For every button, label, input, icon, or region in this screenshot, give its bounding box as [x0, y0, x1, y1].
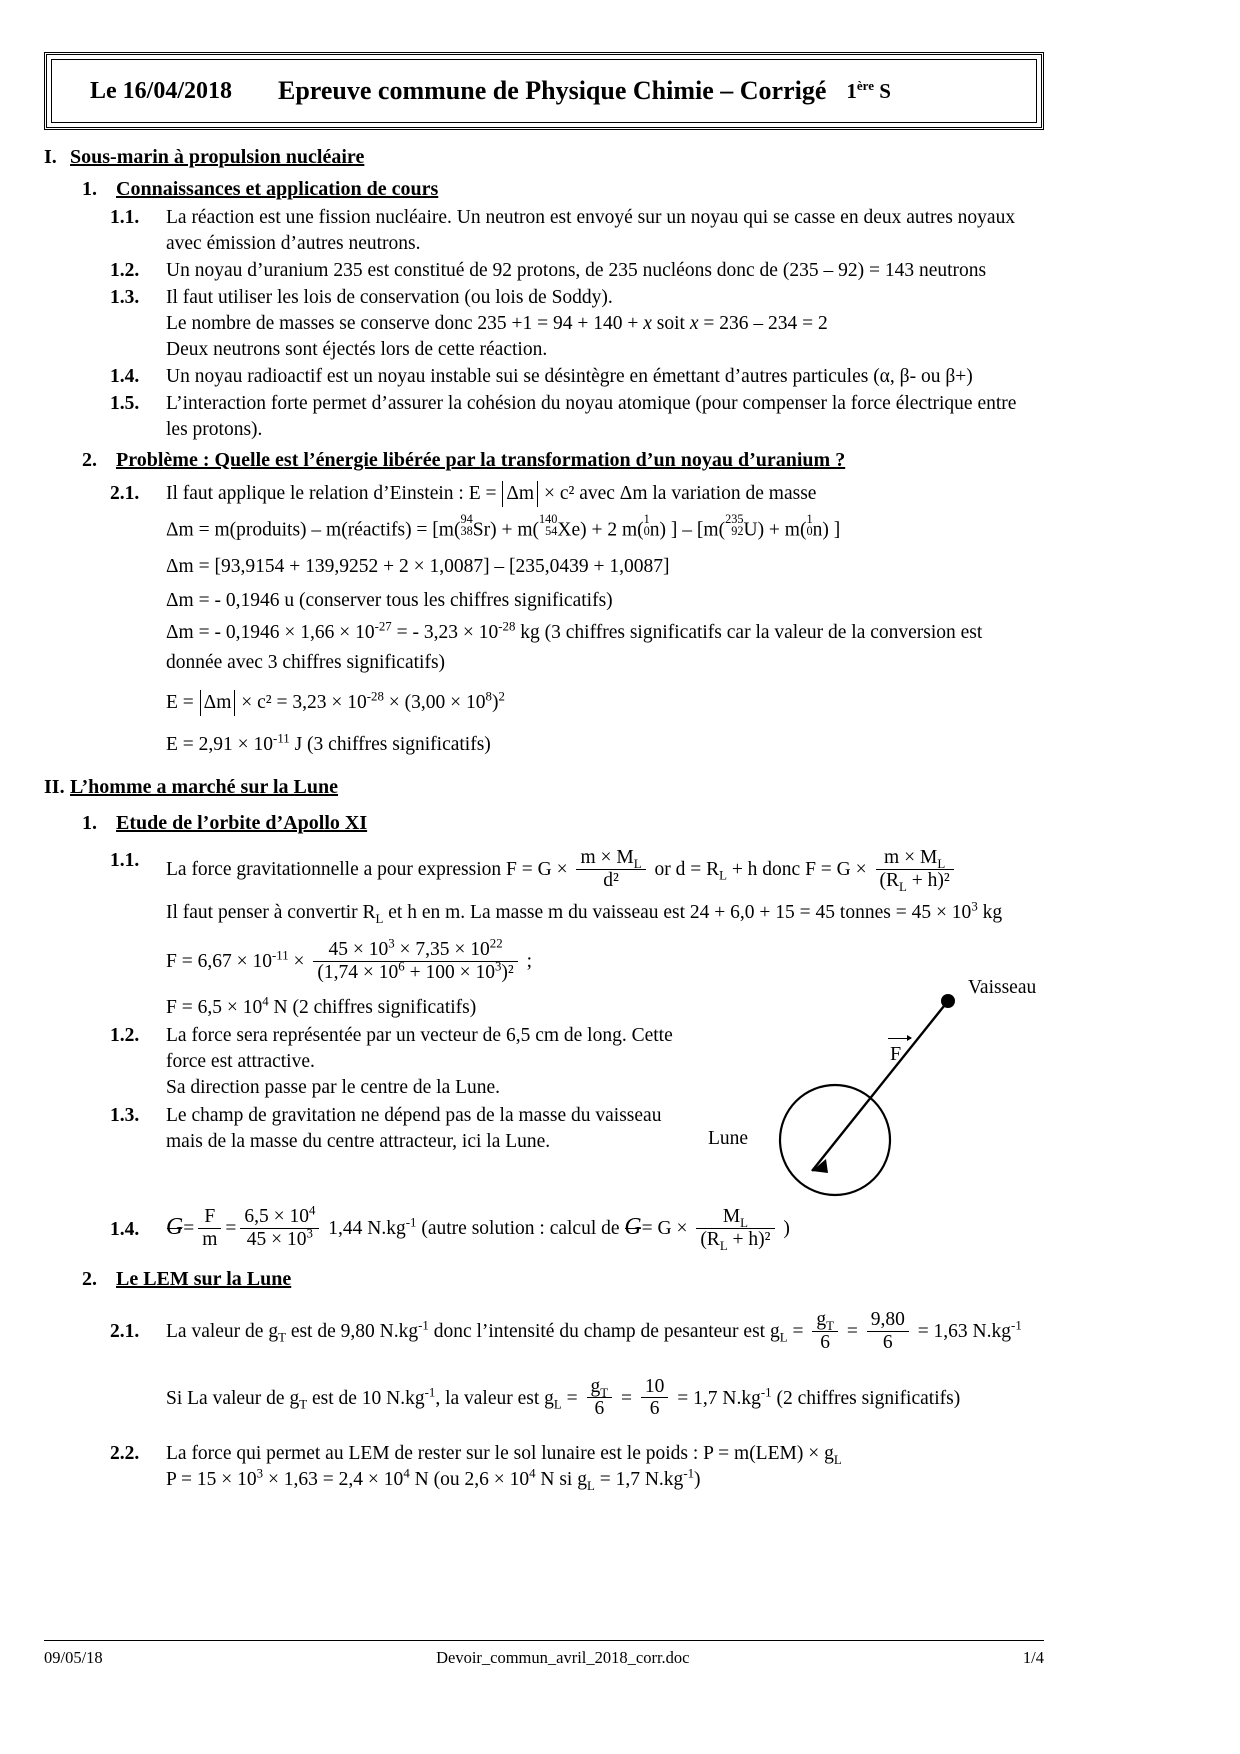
gt2-b-exp: -1 — [424, 1384, 436, 1399]
fracG-top-a: 6,5 × 10 — [244, 1206, 309, 1228]
eq-E-final-a: E = 2,91 × 10 — [166, 733, 274, 755]
fraction-grav-numeric — [313, 936, 517, 984]
exam-date: Le 16/04/2018 — [90, 77, 232, 104]
field-g-symbol-2: G — [624, 1207, 641, 1247]
g-eq-c: 1,44 N.kg — [323, 1218, 406, 1240]
frac980-top: 9,80 — [870, 1309, 905, 1330]
lem2-f: ) — [694, 1469, 701, 1491]
section-1-title: Sous-marin à propulsion nucléaire — [70, 146, 365, 168]
item-1-3-line-2a: Le nombre de masses se conserve donc 235 +1 = 94 + 140 + — [166, 313, 644, 334]
convert-c: kg — [977, 902, 1003, 924]
fracML-bot-b: + h)² — [727, 1229, 771, 1251]
class-number: 1 — [846, 78, 857, 103]
item-2-1-body — [166, 481, 1056, 507]
lem2-exp1: 3 — [256, 1466, 264, 1481]
frac3-bot-a: (1,74 × 10 — [317, 962, 399, 984]
convert-a: Il faut penser à convertir R — [166, 902, 376, 924]
item-1-2-number: 1.2. — [110, 260, 140, 281]
frac2-bot-b: + h)² — [906, 869, 950, 891]
frac3-bot-c: )² — [501, 962, 514, 984]
eq-E-final-b: J (3 chiffres significatifs) — [289, 733, 491, 755]
item-1-2-body: Un noyau d’uranium 235 est constitué de 92 protons, de 235 nucléons donc de (235 – 92) = 143 neutrons — [166, 260, 987, 281]
grav-result-a: F = 6,5 × 10 — [166, 997, 263, 1019]
fracgT-bot: 6 — [812, 1331, 838, 1354]
isotope-sr-z: 38 — [460, 524, 473, 539]
frac1-top-text: m × M — [580, 846, 634, 868]
frac980-bot: 6 — [867, 1331, 909, 1354]
grav-c: + h donc F = G × — [726, 858, 872, 880]
item-1-1 — [44, 205, 1056, 257]
isotope-n1-symbol: n) ] – [m( — [649, 519, 726, 541]
frac2-bot-sub: L — [899, 879, 907, 894]
item-1-3-line-2b: soit — [651, 313, 690, 334]
grav-result-exp: 4 — [262, 994, 269, 1009]
item-ii-1-2-line-1: La force sera représentée par un vecteur de 6,5 cm de long. Cette — [166, 1025, 673, 1047]
convert-b: et h en m. La masse m du vaisseau est 24 + 6,0 + 15 = 45 tonnes = 45 × 10 — [383, 902, 972, 924]
eq-kg-exp1: -27 — [374, 619, 392, 634]
frac10-top: 10 — [644, 1375, 665, 1397]
isotope-n1 — [644, 513, 650, 538]
item-1-1-line-2: avec émission d’autres neutrons. — [166, 233, 421, 254]
isotope-xe-z: 54 — [545, 524, 558, 539]
header-inner — [51, 59, 1037, 123]
item-ii-1-4-number: 1.4. — [110, 1218, 140, 1240]
equation-delta-m-numeric: Δm = [93,9154 + 139,9252 + 2 × 1,0087] – [235,0439 + 1,0087] — [166, 555, 670, 577]
gt-a: La valeur de g — [166, 1320, 279, 1342]
fracgT-top — [812, 1309, 838, 1331]
fraction-g-numeric — [240, 1203, 319, 1251]
item-ii-1-2-line-2: force est attractive. — [166, 1051, 315, 1073]
lem2-e: = 1,7 N.kg — [594, 1469, 684, 1491]
isotope-n2-symbol: n) ] — [812, 519, 841, 541]
lem-a-sub: L — [833, 1453, 842, 1468]
item-ii-1-1-body — [166, 848, 1056, 893]
fracF-bot: m — [198, 1228, 221, 1251]
fracML-top — [696, 1206, 774, 1231]
section-1-sub-1-title: Connaissances et application de cours — [116, 178, 439, 200]
item-ii-1-1 — [44, 848, 1056, 893]
g-eq-c-exp: -1 — [405, 1215, 417, 1230]
section-2-sub-2-title: Le LEM sur la Lune — [116, 1268, 292, 1290]
fracML-bot-sub: L — [719, 1239, 728, 1254]
item-1-3-number: 1.3. — [110, 287, 140, 308]
item-1-1-body — [166, 205, 1056, 257]
item-1-3-line-2 — [166, 313, 828, 334]
isotope-u — [725, 513, 743, 538]
section-2-sub-1-title: Etude de l’orbite d’Apollo XI — [116, 811, 368, 834]
item-ii-2-2-body — [166, 1441, 1056, 1493]
isotope-u-mass: 235 — [725, 511, 744, 526]
page-footer — [44, 1648, 1044, 1668]
fracML-top-a: M — [722, 1206, 741, 1228]
fracML-bot-a: (R — [700, 1229, 720, 1251]
item-2-1 — [44, 481, 1056, 507]
frac10-bot: 6 — [641, 1397, 669, 1420]
section-1-sub-2-number: 2. — [82, 449, 97, 471]
isotope-u-z: 92 — [731, 524, 744, 539]
gt2-f-exp: -1 — [760, 1384, 772, 1399]
section-2-sub-1-heading — [44, 808, 1056, 838]
gt-f-exp: -1 — [1011, 1318, 1022, 1333]
fracgT2-bot: 6 — [587, 1397, 613, 1420]
gt2-g: (2 chiffres significatifs) — [771, 1387, 961, 1409]
isotope-xe-mass: 140 — [538, 511, 558, 526]
eq-kg-exp2: -28 — [498, 619, 516, 634]
isotope-n1-mass: 1 — [643, 511, 650, 526]
gt-a-sub: T — [278, 1330, 286, 1345]
frac2-top-text: m × M — [884, 846, 938, 868]
gt2-a: Si La valeur de g — [166, 1387, 300, 1409]
item-ii-2-2 — [44, 1441, 1056, 1493]
section-2-heading — [44, 772, 1056, 802]
footer-page-number: 1/4 — [1022, 1648, 1044, 1667]
lem2-b: × 1,63 = 2,4 × 10 — [263, 1469, 404, 1491]
convert-exp: 3 — [971, 899, 978, 914]
item-ii-1-2-line-3: Sa direction passe par le centre de la Lune. — [166, 1077, 501, 1099]
fracgT2-top-a: g — [590, 1375, 601, 1397]
item-1-3-line-2c: = 236 – 234 = 2 — [698, 313, 828, 334]
isotope-sr-symbol: Sr) + m( — [472, 519, 539, 541]
eq-dm-head: Δm = m(produits) – m(réactifs) = [m( — [166, 519, 461, 541]
item-ii-2-1-number: 2.1. — [110, 1321, 140, 1343]
item-1-4 — [44, 364, 1056, 390]
frac1-top-sub: L — [633, 856, 642, 871]
spacecraft-dot — [941, 994, 955, 1008]
exam-title: Epreuve commune de Physique Chimie – Corrigé — [278, 76, 827, 105]
eq-E-exp3: 2 — [498, 689, 505, 704]
field-g-symbol: G — [166, 1207, 183, 1247]
frac3-bot-exp2: 3 — [494, 959, 502, 974]
isotope-xe — [539, 513, 557, 538]
moon-circle — [780, 1085, 890, 1195]
footer-divider — [44, 1640, 1044, 1641]
equation-delta-m-kg — [44, 618, 1056, 678]
g-eq-e: = G × — [641, 1218, 693, 1240]
eq-kg-a: Δm = - 0,1946 × 1,66 × 10 — [166, 621, 375, 643]
lem2-exp2: 4 — [403, 1466, 410, 1481]
equation-delta-m-u: Δm = - 0,1946 u (conserver tous les chiffres significatifs) — [166, 589, 613, 611]
item-1-2 — [44, 258, 1056, 284]
lem2-a: P = 15 × 10 — [166, 1469, 257, 1491]
gt-b-exp: -1 — [418, 1318, 429, 1333]
item-ii-1-1-number: 1.1. — [110, 849, 140, 871]
item-ii-1-2-number: 1.2. — [110, 1025, 140, 1047]
fraction-980-6 — [867, 1309, 909, 1354]
item-1-3-var-x1: x — [643, 313, 652, 334]
section-1-sub-1-heading — [44, 174, 1056, 204]
g-eq-d: (autre solution : calcul de — [416, 1218, 625, 1240]
isotope-u-symbol: U) + m( — [743, 519, 807, 541]
item-1-3-body — [166, 285, 1056, 363]
fracgT-top-a: g — [816, 1309, 827, 1330]
frac3-top-exp2: 22 — [489, 936, 503, 951]
section-2-sub-2-heading — [44, 1264, 1056, 1294]
gt2-a-sub: T — [299, 1397, 308, 1412]
eq-E-c: × (3,00 × 10 — [383, 691, 486, 713]
fracF-top: F — [204, 1206, 216, 1228]
gt2-c: , la valeur est g — [435, 1387, 554, 1409]
item-1-5-line-2: les protons). — [166, 419, 263, 440]
einstein-intro-b: × c² avec Δm la variation de masse — [539, 483, 817, 504]
gt-c-sub: L — [779, 1330, 788, 1345]
convert-sub: L — [375, 912, 384, 927]
grav-result-b: N (2 chiffres significatifs) — [268, 997, 477, 1019]
exam-class — [846, 79, 891, 104]
frac2-bot-a: (R — [879, 869, 900, 891]
force-vector-symbol: F — [890, 1043, 902, 1065]
item-1-3-line-3: Deux neutrons sont éjectés lors de cette réaction. — [166, 339, 548, 360]
grav-b-sub: L — [719, 868, 727, 883]
fracG-top — [240, 1203, 319, 1228]
fraction-gT-6-alt — [587, 1376, 613, 1421]
fracgT2-top-sub: T — [600, 1385, 609, 1400]
section-2-sub-2-number: 2. — [82, 1268, 97, 1290]
gt-d: = — [787, 1320, 809, 1342]
grav-b: or d = R — [649, 858, 720, 880]
lem2-c: N (ou 2,6 × 10 — [409, 1469, 530, 1491]
label-lune: Lune — [708, 1128, 749, 1149]
gt-e: = — [841, 1320, 863, 1342]
class-ordinal: ère — [856, 77, 874, 93]
isotope-xe-symbol: Xe) + 2 m( — [557, 519, 644, 541]
grav-convert-line — [44, 900, 1056, 926]
g-eq-f: ) — [778, 1218, 790, 1240]
item-1-5-body — [166, 391, 1056, 443]
fraction-ML-RLh2 — [696, 1206, 774, 1254]
grav-eq-b: × — [288, 951, 310, 973]
gt2-f: = 1,7 N.kg — [672, 1387, 761, 1409]
abs-delta-m: Δm — [502, 481, 538, 507]
item-1-5-line-1: L’interaction forte permet d’assurer la cohésion du noyau atomique (pour compenser la force électrique entre — [166, 393, 1017, 414]
gt-f: = 1,63 N.kg — [912, 1320, 1012, 1342]
isotope-sr-mass: 94 — [460, 511, 473, 526]
footer-date: 09/05/18 — [44, 1648, 103, 1667]
fraction3-denominator — [313, 961, 517, 984]
fraction-F-m — [198, 1206, 221, 1251]
gt-b: est de 9,80 N.kg — [285, 1320, 419, 1342]
fracG-bot — [240, 1228, 319, 1251]
fraction-denominator: d² — [576, 869, 645, 892]
item-1-5 — [44, 391, 1056, 443]
fracG-bot-exp: 3 — [306, 1226, 313, 1241]
gt2-b: est de 10 N.kg — [307, 1387, 425, 1409]
item-1-1-number: 1.1. — [110, 207, 140, 228]
item-1-4-number: 1.4. — [110, 366, 140, 387]
einstein-intro-a: Il faut applique le relation d’Einstein : E = — [166, 483, 502, 504]
section-1-sub-1-number: 1. — [82, 178, 97, 200]
fraction-m-ML-d2 — [576, 847, 645, 892]
g-eq-b: = — [225, 1218, 237, 1240]
frac3-bot-b: + 100 × 10 — [404, 962, 495, 984]
item-ii-2-1-body — [166, 1310, 1056, 1355]
eq-E-exp2: 8 — [485, 689, 492, 704]
isotope-sr — [460, 513, 472, 538]
document-body — [44, 140, 1056, 1493]
eq-E-a: E = — [166, 691, 199, 713]
fraction-numerator — [576, 847, 645, 869]
item-ii-1-3-number: 1.3. — [110, 1105, 140, 1127]
eq-kg-c: kg (3 chiffres significatifs car la valeur de la conversion est — [515, 621, 983, 643]
item-ii-2-1 — [44, 1310, 1056, 1355]
item-1-3-var-x2: x — [689, 313, 699, 334]
fraction2-denominator — [876, 869, 954, 892]
section-1-heading — [44, 142, 1056, 172]
frac3-bot-exp1: 6 — [398, 959, 405, 974]
fraction-10-6 — [641, 1376, 669, 1421]
fraction2-numerator — [876, 847, 954, 869]
section-2-title: L’homme a marché sur la Lune — [70, 775, 338, 798]
gt-alternate-line — [44, 1377, 1056, 1422]
lem-a: La force qui permet au LEM de rester sur le sol lunaire est le poids : P = m(LEM) × g — [166, 1443, 834, 1465]
equation-energy-final — [44, 728, 1056, 762]
frac3-top-a: 45 × 10 — [328, 939, 389, 961]
fraction3-numerator — [313, 936, 517, 961]
grav-eq-a: F = 6,67 × 10 — [166, 951, 272, 973]
class-letter: S — [873, 78, 891, 103]
isotope-n1-z: 0 — [643, 524, 650, 539]
eq-E-final-exp: -11 — [273, 731, 290, 746]
frac3-top-b: × 7,35 × 10 — [394, 939, 490, 961]
g-eq-a: = — [183, 1218, 195, 1240]
isotope-n2 — [806, 513, 812, 538]
item-ii-1-3-line-1: Le champ de gravitation ne dépend pas de la masse du vaisseau — [166, 1105, 662, 1127]
lem2-exp3: 4 — [529, 1466, 536, 1481]
section-1-roman: I. — [44, 146, 57, 168]
gt-c: donc l’intensité du champ de pesanteur est g — [428, 1320, 780, 1342]
gt2-c-sub: L — [553, 1397, 562, 1412]
header-banner — [44, 52, 1044, 130]
equation-energy — [44, 686, 1056, 720]
fracML-bot — [696, 1228, 774, 1254]
grav-a: La force gravitationnelle a pour expression F = G × — [166, 858, 573, 880]
item-1-4-body: Un noyau radioactif est un noyau instable sui se désintègre en émettant d’autres particules (α, β- ou β+) — [166, 366, 973, 387]
footer-filename: Devoir_commun_avril_2018_corr.doc — [436, 1648, 690, 1667]
eq-E-exp1: -28 — [366, 689, 384, 704]
fracML-top-sub: L — [740, 1216, 749, 1231]
item-2-1-number: 2.1. — [110, 483, 140, 504]
section-1-sub-2-heading — [44, 445, 1056, 475]
fraction-gT-6 — [812, 1309, 838, 1354]
section-1-sub-2-title: Problème : Quelle est l’énergie libérée par la transformation d’un noyau d’uranium ? — [116, 449, 846, 471]
frac2-top-sub: L — [937, 856, 946, 871]
frac3-top-exp1: 3 — [388, 936, 395, 951]
moon-diagram-svg — [770, 975, 1070, 1225]
section-2-roman: II. — [44, 775, 65, 798]
eq-E-d: ) — [491, 691, 499, 713]
gt2-e: = — [616, 1387, 637, 1409]
abs-delta-m-2: Δm — [200, 690, 236, 716]
grav-eq-exp: -11 — [271, 948, 289, 963]
item-1-5-number: 1.5. — [110, 393, 140, 414]
item-1-1-line-1: La réaction est une fission nucléaire. Un neutron est envoyé sur un noyau qui se casse en deux autres noyaux — [166, 207, 1016, 228]
item-ii-2-2-number: 2.2. — [110, 1443, 140, 1465]
fracgT2-top — [587, 1376, 613, 1398]
eq-kg-line-2: donnée avec 3 chiffres significatifs) — [166, 651, 446, 673]
item-ii-1-3-line-2: mais de la masse du centre attracteur, ici la Lune. — [166, 1131, 551, 1153]
moon-force-diagram — [708, 975, 1070, 1225]
fracG-top-exp: 4 — [308, 1203, 316, 1218]
grav-eq-c: ; — [521, 951, 533, 973]
fracgT-top-sub: T — [826, 1318, 834, 1333]
lem2-exp4: -1 — [683, 1466, 695, 1481]
fraction-m-ML-RLh2 — [876, 847, 954, 892]
eq-E-b: × c² = 3,23 × 10 — [236, 691, 367, 713]
item-1-3 — [44, 285, 1056, 363]
equation-delta-m-isotopes — [44, 513, 1056, 548]
label-force-vector — [890, 1043, 901, 1066]
lem2-d: N si g — [535, 1469, 587, 1491]
eq-kg-b: = - 3,23 × 10 — [391, 621, 499, 643]
isotope-n2-z: 0 — [806, 524, 813, 539]
label-vaisseau: Vaisseau — [968, 977, 1037, 998]
isotope-n2-mass: 1 — [806, 511, 813, 526]
section-2-sub-1-number: 1. — [82, 811, 97, 834]
lem2-d-sub: L — [586, 1479, 595, 1494]
fracG-bot-a: 45 × 10 — [246, 1229, 307, 1251]
item-1-3-line-1: Il faut utiliser les lois de conservation (ou lois de Soddy). — [166, 287, 613, 308]
gt2-d: = — [561, 1387, 583, 1409]
